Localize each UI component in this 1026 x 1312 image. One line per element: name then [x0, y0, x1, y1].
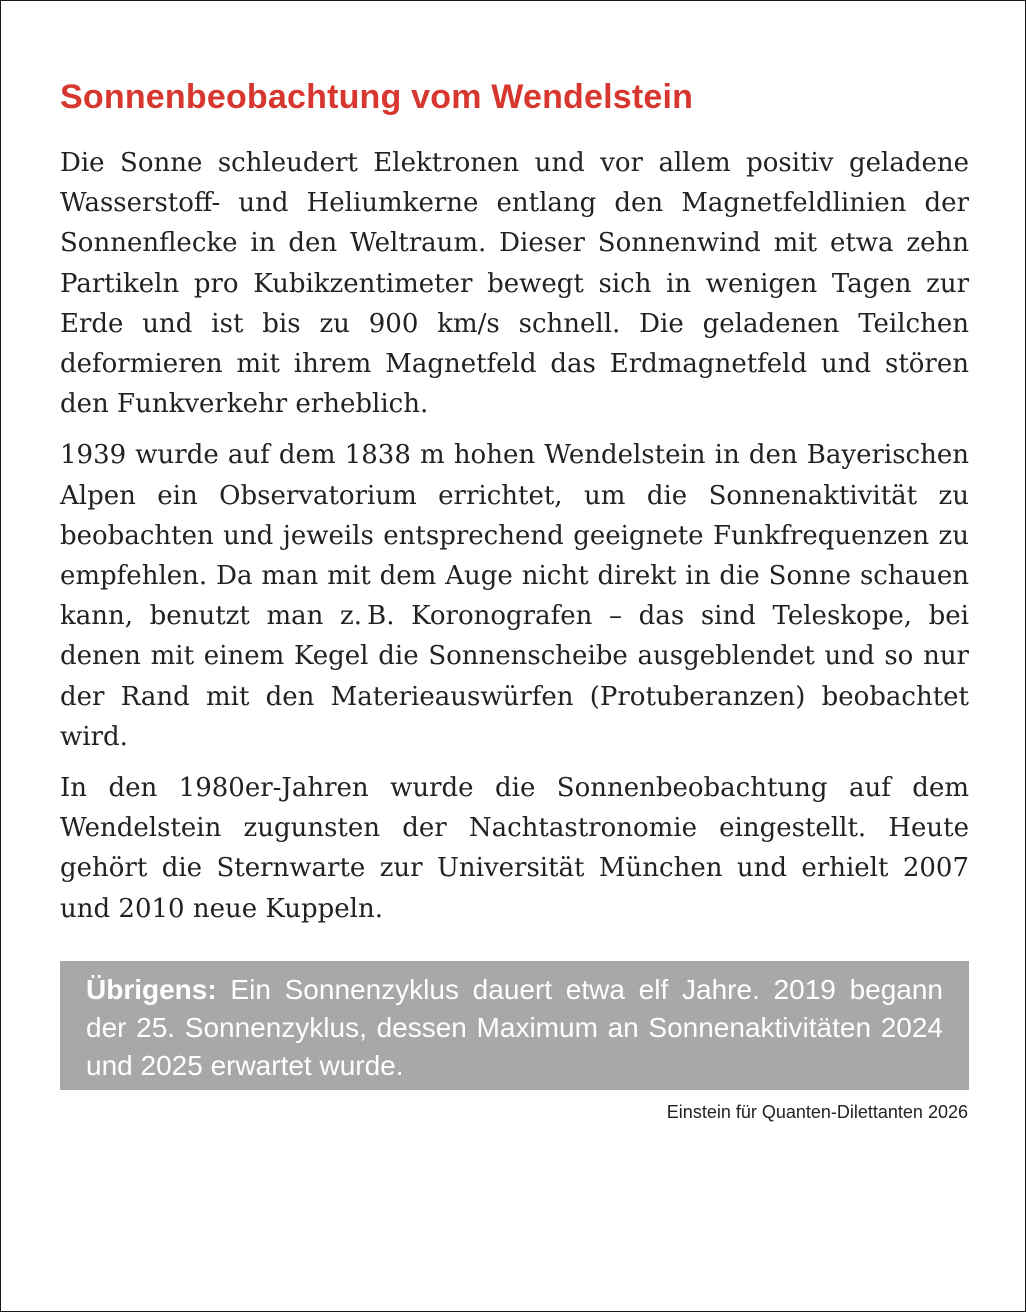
article	[60, 73, 969, 929]
paragraph-night-astronomy: In den 1980er-Jahren wurde die Sonnenbeobachtung auf dem Wendelstein zugunsten der Nachtastronomie eingestellt. Heute gehört die Sternwarte zur Universität München und erhielt 2007 und 2010 neue Kuppeln.	[60, 773, 969, 924]
paragraph-observatory: 1939 wurde auf dem 1838 m hohen Wendelstein in den Bayerischen Alpen ein Observatorium errichtet, um die Sonnenaktivität zu beobachten und jeweils entsprechend geeignete Funkfrequenzen zu empfehlen. Da man mit dem Auge nicht direkt in die Sonne schauen kann, benutzt man z. B. Koronografen – das sind Teleskope, bei denen mit einem Kegel die Sonnenscheibe ausgeblendet und so nur der Rand mit den Materieauswürfen (Protuberanzen) beobachtet wird.	[60, 440, 969, 752]
page-title: Sonnenbeobachtung vom Wendelstein	[60, 78, 694, 116]
footer-source: Einstein für Quanten-Dilettanten 2026	[666, 1102, 968, 1122]
note-box	[60, 961, 969, 1090]
note-body: Ein Sonnenzyklus dauert etwa elf Jahre. 2019 begann der 25. Sonnenzyklus, dessen Maximum an Sonnenaktivitäten 2024 und 2025 erwartet wurde.	[86, 974, 943, 1081]
note-label: Übrigens:	[86, 974, 217, 1005]
note-text	[86, 971, 943, 1085]
paragraph-solar-wind: Die Sonne schleudert Elektronen und vor allem positiv geladene Wasserstoff- und Heliumkerne entlang den Magnetfeldlinien der Sonnenflecke in den Weltraum. Dieser Sonnenwind mit etwa zehn Partikeln pro Kubikzentimeter bewegt sich in wenigen Tagen zur Erde und ist bis zu 900 km/s schnell. Die geladenen Teilchen deformieren mit ihrem Magnetfeld das Erdmagnetfeld und stören den Funkverkehr erheblich.	[60, 148, 969, 420]
